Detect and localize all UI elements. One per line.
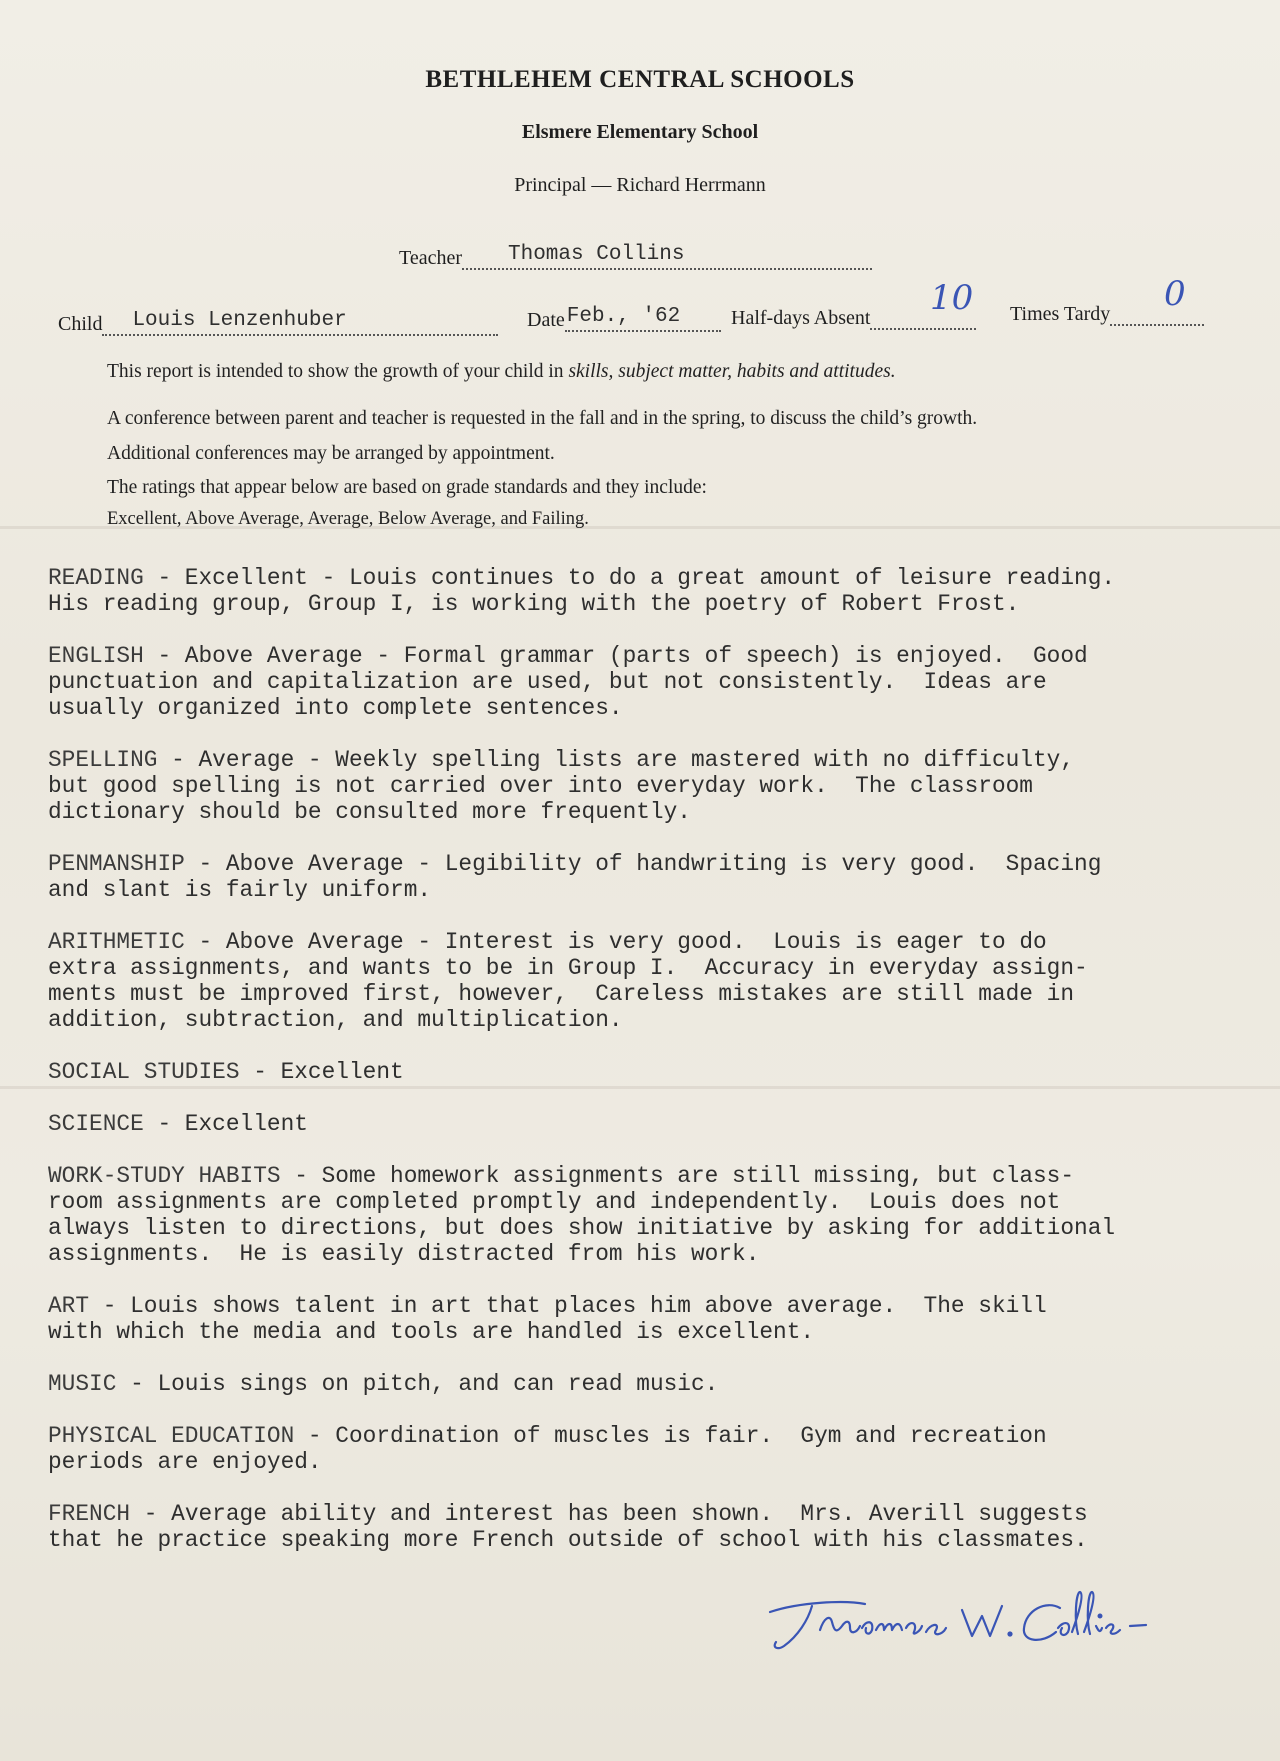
intro-line-1 <box>107 361 896 383</box>
entry-text: - Excellent - Louis continues to do a great amount of leisure reading. His reading group, Group I, is working with the poetry of Robert Frost. <box>48 565 1116 617</box>
teacher-value: Thomas Collins <box>508 243 685 266</box>
entry-subject: MUSIC <box>48 1371 117 1397</box>
entry-arithmetic <box>48 929 1273 1033</box>
absent-value: 10 <box>930 278 974 318</box>
entry-spelling <box>48 747 1273 825</box>
entry-science <box>48 1111 1273 1137</box>
entry-text: - Average ability and interest has been shown. Mrs. Averill suggests that he practice speaking more French outside of school with his classmates. <box>48 1501 1088 1553</box>
entry-penmanship <box>48 851 1273 903</box>
entry-subject: ENGLISH <box>48 643 144 669</box>
intro-line-4: The ratings that appear below are based on grade standards and they include: <box>107 477 707 498</box>
entry-work-study-habits <box>48 1163 1273 1267</box>
entry-physical-education <box>48 1423 1273 1475</box>
intro-line-1-italic: skills, subject matter, habits and attitudes. <box>568 361 896 382</box>
entry-subject: READING <box>48 565 144 591</box>
entry-text: - Average - Weekly spelling lists are mastered with no difficulty, but good spelling is not carried over into everyday work. The classroom dictionary should be consulted more frequently. <box>48 747 1075 825</box>
entry-reading <box>48 565 1273 617</box>
entry-subject: WORK-STUDY HABITS <box>48 1163 281 1189</box>
entry-text: - Louis shows talent in art that places him above average. The skill with which the media and tools are handled is excellent. <box>48 1293 1047 1345</box>
entry-subject: ARITHMETIC <box>48 929 185 955</box>
entry-text: - Coordination of muscles is fair. Gym and recreation periods are enjoyed. <box>48 1423 1047 1475</box>
date-value-line <box>565 306 721 332</box>
child-value-line <box>102 310 498 336</box>
entry-music <box>48 1371 1273 1397</box>
entry-subject: ART <box>48 1293 90 1319</box>
intro-line-2: A conference between parent and teacher is requested in the fall and in the spring, to discuss the child’s growth. <box>107 408 978 429</box>
intro-line-1-text: This report is intended to show the growth of your child in <box>107 361 569 382</box>
teacher-value-line <box>462 244 872 270</box>
entry-french <box>48 1501 1273 1553</box>
child-label: Child <box>58 313 103 335</box>
school-name: Elsmere Elementary School <box>521 121 759 143</box>
entry-text: - Excellent <box>239 1059 404 1085</box>
date-value: Feb., '62 <box>566 305 681 328</box>
entry-subject: SPELLING <box>48 747 158 773</box>
entry-text: - Excellent <box>143 1111 308 1137</box>
entry-text: - Above Average - Interest is very good. Louis is eager to do extra assignments, and wants to be in Group I. Accuracy in everyday assign- ments must be improved first, however, Careless mistakes are still made in addition, subtraction, and multiplication. <box>48 929 1088 1033</box>
entry-text: - Above Average - Formal grammar (parts of speech) is enjoyed. Good punctuation and capitalization are used, but not consistently. Ideas are usually organized into complete sentences. <box>48 643 1088 721</box>
entry-subject: SCIENCE <box>48 1111 144 1137</box>
child-field <box>58 310 498 336</box>
teacher-field <box>399 244 872 270</box>
entry-subject: PHYSICAL EDUCATION <box>48 1423 295 1449</box>
subject-entries <box>48 565 1273 1579</box>
entry-text: - Louis sings on pitch, and can read music. <box>116 1371 719 1397</box>
entry-art <box>48 1293 1273 1345</box>
teacher-signature <box>750 1570 1170 1660</box>
intro-line-5: Excellent, Above Average, Average, Below Average, and Failing. <box>107 509 589 529</box>
entry-subject: FRENCH <box>48 1501 131 1527</box>
entry-english <box>48 643 1273 721</box>
tardy-value-line <box>1110 300 1204 326</box>
entry-text: - Above Average - Legibility of handwriting is very good. Spacing and slant is fairly uniform. <box>48 851 1102 903</box>
teacher-label: Teacher <box>399 247 462 269</box>
entry-text: - Some homework assignments are still missing, but class- room assignments are completed promptly and independently. Louis does not always listen to directions, but does show initiative by asking for additional assignments. He is easily distracted from his work. <box>48 1163 1116 1267</box>
intro-line-3: Additional conferences may be arranged by appointment. <box>107 443 555 464</box>
entry-social-studies <box>48 1059 1273 1085</box>
district-name: BETHLEHEM CENTRAL SCHOOLS <box>425 66 855 93</box>
principal-line: Principal — Richard Herrmann <box>514 174 766 196</box>
tardy-label: Times Tardy <box>1010 303 1111 325</box>
date-label: Date <box>527 309 565 331</box>
date-field <box>527 306 721 332</box>
entry-subject: SOCIAL STUDIES <box>48 1059 240 1085</box>
child-value: Louis Lenzenhuber <box>132 309 347 332</box>
absent-label: Half-days Absent <box>731 307 871 329</box>
tardy-value: 0 <box>1164 274 1186 314</box>
entry-subject: PENMANSHIP <box>48 851 185 877</box>
